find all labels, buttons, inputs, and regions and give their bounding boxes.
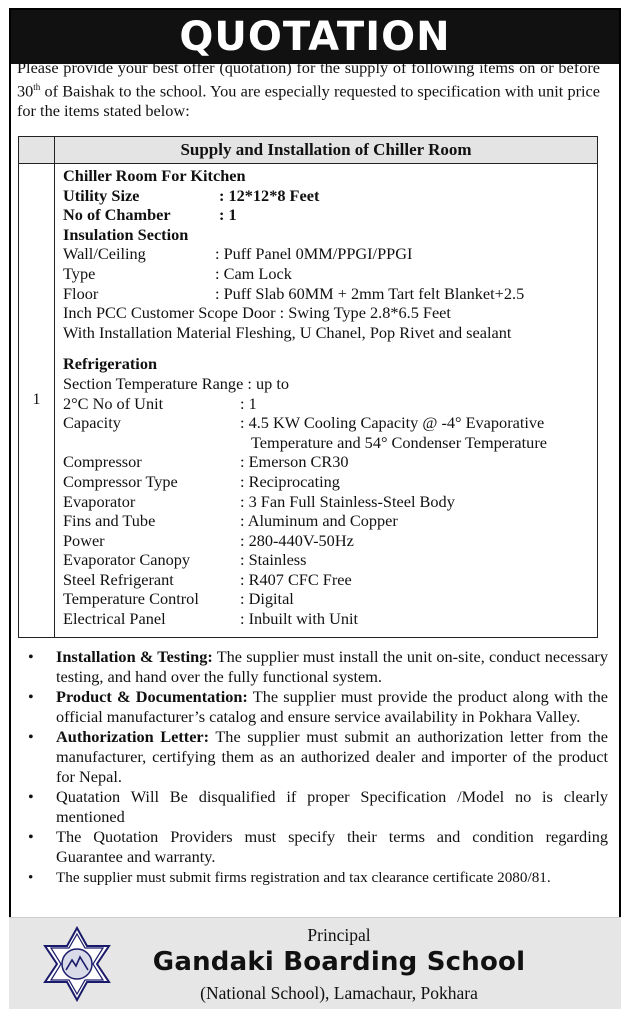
item-title: Chiller Room For Kitchen xyxy=(63,166,246,185)
page-title: QUOTATION xyxy=(11,10,619,64)
insulation-spec-label: Floor xyxy=(63,283,99,303)
refrigeration-spec-row xyxy=(63,472,598,492)
school-name: Gandaki Boarding School xyxy=(152,947,526,977)
serial-number: 1 xyxy=(32,391,41,408)
specification-table xyxy=(18,136,598,638)
refrigeration-spec-label: Power xyxy=(63,530,105,550)
bullet-icon: • xyxy=(28,687,34,707)
specification-body xyxy=(63,166,598,629)
refrigeration-spec-row xyxy=(63,413,598,433)
refrigeration-spec-label: Capacity xyxy=(63,413,121,433)
refrigeration-spec-value: : Stainless xyxy=(240,550,307,570)
refrigeration-spec-value: : 3 Fan Full Stainless-Steel Body xyxy=(240,491,455,511)
refrigeration-spec-row xyxy=(63,452,598,472)
condition-heading: Installation & Testing: xyxy=(56,647,213,666)
refrigeration-spec-row xyxy=(63,511,598,531)
refrigeration-spec-label: Fins and Tube xyxy=(63,511,156,531)
insulation-spec-value: : Puff Slab 60MM + 2mm Tart felt Blanket+2.5 xyxy=(215,283,525,303)
chamber-value: : 1 xyxy=(219,205,237,225)
utility-size-value: : 12*12*8 Feet xyxy=(219,185,320,205)
utility-size-row xyxy=(63,186,598,206)
insulation-note-1: Inch PCC Customer Scope Door : Swing Type 2.8*6.5 Feet xyxy=(63,303,451,323)
conditions-list xyxy=(28,647,608,888)
refrigeration-spec-label: Temperature Control xyxy=(63,589,199,609)
school-address: (National School), Lamachaur, Pokhara xyxy=(200,983,478,1003)
refrigeration-spec-label: Compressor Type xyxy=(63,471,178,491)
refrigeration-spec-row xyxy=(63,531,598,551)
condition-item xyxy=(28,827,608,866)
refrigeration-spec-row xyxy=(63,609,598,629)
chamber-label: No of Chamber xyxy=(63,205,171,225)
temperature-range-line: Section Temperature Range : up to xyxy=(63,373,289,393)
intro-superscript: th xyxy=(33,81,41,92)
condition-text: Quatation Will Be disqualified if proper Specification /Model no is clearly mentioned xyxy=(56,787,608,826)
refrigeration-spec-row xyxy=(63,433,598,453)
refrigeration-spec-label: Evaporator xyxy=(63,491,136,511)
utility-size-label: Utility Size xyxy=(63,185,140,205)
principal-label: Principal xyxy=(307,925,371,945)
insulation-spec-value: : Puff Panel 0MM/PPGI/PPGI xyxy=(215,244,413,264)
table-heading: Supply and Installation of Chiller Room xyxy=(180,140,472,159)
condition-item xyxy=(28,787,608,826)
bullet-icon: • xyxy=(28,727,34,747)
chamber-row xyxy=(63,205,598,225)
refrigeration-spec-value: : 280-440V-50Hz xyxy=(240,530,354,550)
refrigeration-spec-value: : Inbuilt with Unit xyxy=(240,609,359,629)
intro-text-2: of Baishak to the school. You are especially requested to specification with unit price for the items stated below: xyxy=(17,81,600,120)
condition-item xyxy=(28,647,608,686)
insulation-spec-row xyxy=(63,244,598,264)
insulation-spec-row xyxy=(63,264,598,284)
condition-item xyxy=(28,868,608,888)
refrigeration-spec-row xyxy=(63,570,598,590)
condition-text: The supplier must submit firms registration and tax clearance certificate 2080/81. xyxy=(56,868,551,886)
condition-text: The Quotation Providers must specify their terms and condition regarding Guarantee and warranty. xyxy=(56,827,608,866)
condition-item xyxy=(28,727,608,786)
refrigeration-spec-label: Electrical Panel xyxy=(63,609,166,629)
refrigeration-spec-value: : Emerson CR30 xyxy=(240,452,349,472)
insulation-spec-label: Type xyxy=(63,263,96,283)
condition-heading: Product & Documentation: xyxy=(56,687,248,707)
refrigeration-spec-label: Steel Refrigerant xyxy=(63,569,174,589)
condition-text: The supplier must install the unit on-site, conduct necessary testing, and hand over the fully functional system. xyxy=(56,647,608,686)
insulation-note-2: With Installation Material Fleshing, U Chanel, Pop Rivet and sealant xyxy=(63,322,512,342)
refrigeration-spec-label: Evaporator Canopy xyxy=(63,550,191,570)
refrigeration-spec-label: Compressor xyxy=(63,452,142,472)
condition-heading: Authorization Letter: xyxy=(56,727,210,747)
refrigeration-spec-value: : R407 CFC Free xyxy=(240,569,352,589)
insulation-spec-label: Wall/Ceiling xyxy=(63,244,146,264)
refrigeration-spec-value: : 4.5 KW Cooling Capacity @ -4° Evaporative xyxy=(240,413,545,433)
refrigeration-spec-value: : Aluminum and Copper xyxy=(240,511,398,531)
bullet-icon: • xyxy=(28,787,34,807)
refrigeration-spec-row xyxy=(63,550,598,570)
condition-text: The supplier must provide the product along with the official manufacturer’s catalog and ensure service availability in Pokhara Valley. xyxy=(56,687,608,726)
bullet-icon: • xyxy=(28,868,34,886)
intro-text-1: Please provide your best offer (quotation) for the supply of following items on or before 30 xyxy=(17,58,600,101)
refrigeration-spec-row xyxy=(63,394,598,414)
refrigeration-spec-label: 2°C No of Unit xyxy=(63,393,164,413)
refrigeration-spec-row xyxy=(63,589,598,609)
refrigeration-spec-value: Temperature and 54° Condenser Temperature xyxy=(251,432,547,452)
refrigeration-spec-value: : 1 xyxy=(240,393,257,413)
intro-paragraph xyxy=(17,58,600,120)
insulation-spec-row xyxy=(63,284,598,304)
refrigeration-spec-value: : Digital xyxy=(240,589,294,609)
insulation-spec-value: : Cam Lock xyxy=(215,263,292,283)
bullet-icon: • xyxy=(28,827,34,847)
refrigeration-spec-value: : Reciprocating xyxy=(240,471,340,491)
condition-item xyxy=(28,687,608,726)
bullet-icon: • xyxy=(28,647,34,666)
column-divider xyxy=(54,137,55,637)
condition-text: The supplier must submit an authorization letter from the manufacturer, certifying them as an authorized dealer and importer of the product for Nepal. xyxy=(56,727,608,786)
refrigeration-spec-row xyxy=(63,492,598,512)
insulation-heading: Insulation Section xyxy=(63,224,189,244)
refrigeration-heading: Refrigeration xyxy=(63,354,158,374)
